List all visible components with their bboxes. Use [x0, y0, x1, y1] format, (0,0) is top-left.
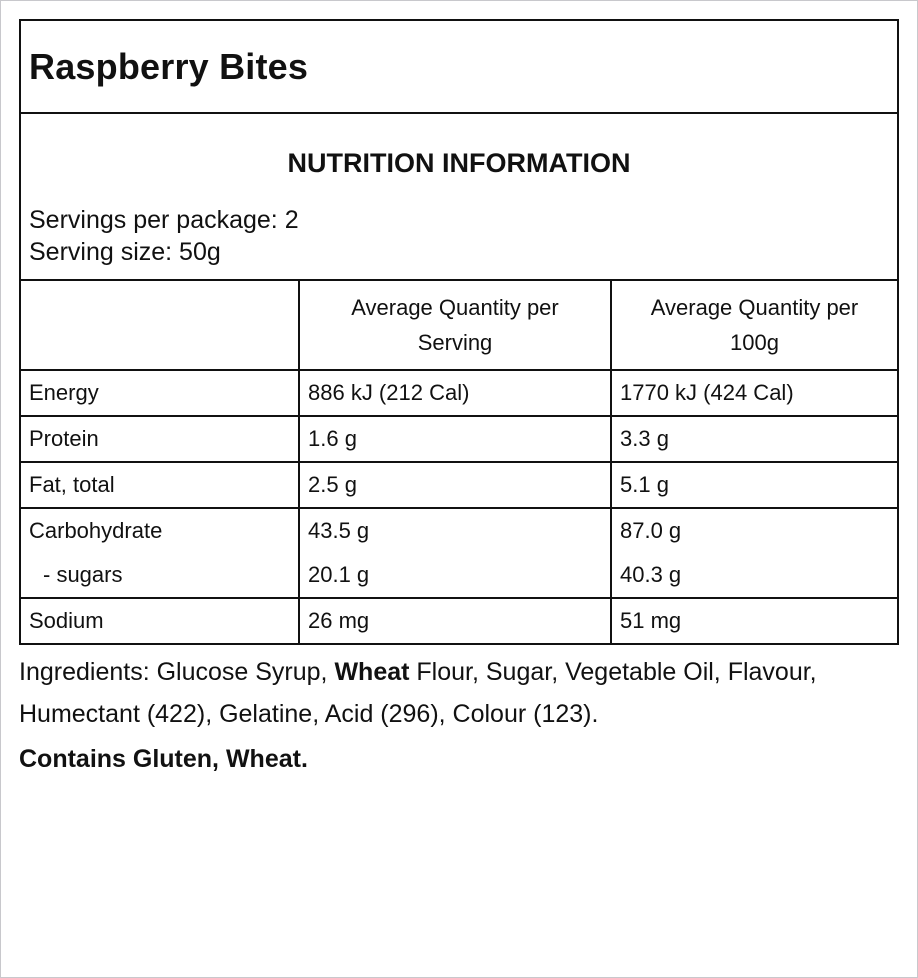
nutrition-table — [21, 281, 897, 643]
per-100g-sub-value: 40.3 g — [620, 562, 682, 587]
allergen-statement: Contains Gluten, Wheat. — [19, 745, 308, 773]
nutrient-name: Sodium — [21, 598, 299, 643]
nutrition-info-block — [21, 114, 897, 281]
per-serving-cell — [299, 508, 611, 598]
nutrition-heading: NUTRITION INFORMATION — [287, 148, 631, 178]
per-100g-cell — [611, 508, 897, 598]
nutrient-name: Fat, total — [21, 462, 299, 508]
nutrient-name: Carbohydrate — [29, 518, 163, 543]
table-row-carbohydrate — [21, 508, 897, 598]
per-100g-value: 5.1 g — [611, 462, 897, 508]
column-header-per-100g: Average Quantity per 100g — [611, 281, 897, 370]
nutrient-subname: - sugars — [43, 562, 123, 587]
nutrient-name-cell — [21, 508, 299, 598]
nutrition-panel — [19, 19, 899, 645]
per-serving-value: 43.5 g — [308, 518, 370, 543]
per-100g-value: 87.0 g — [620, 518, 682, 543]
per-100g-value: 51 mg — [611, 598, 897, 643]
per-serving-value: 26 mg — [299, 598, 611, 643]
per-serving-value: 2.5 g — [299, 462, 611, 508]
per-serving-sub-value: 20.1 g — [308, 562, 370, 587]
ingredients-rest: Flour, Sugar, Vegetable Oil, Flavour, Humectant (422), Gelatine, Acid (296), Colour (123). — [19, 658, 817, 728]
table-header-row — [21, 281, 897, 370]
per-serving-value: 1.6 g — [299, 416, 611, 462]
table-row-protein — [21, 416, 897, 462]
column-header-nutrient — [21, 281, 299, 370]
ingredients-allergen-word: Wheat — [334, 658, 410, 686]
per-100g-value: 3.3 g — [611, 416, 897, 462]
per-100g-value: 1770 kJ (424 Cal) — [611, 370, 897, 416]
nutrient-name: Energy — [21, 370, 299, 416]
servings-info — [29, 204, 299, 268]
table-row-fat — [21, 462, 897, 508]
product-title: Raspberry Bites — [21, 21, 897, 114]
ingredients-prefix: Ingredients: Glucose Syrup, — [19, 658, 335, 686]
ingredients-text — [19, 651, 904, 735]
table-row-energy — [21, 370, 897, 416]
servings-per-package: Servings per package: 2 — [29, 206, 299, 234]
nutrient-name: Protein — [21, 416, 299, 462]
table-row-sodium — [21, 598, 897, 643]
serving-size: Serving size: 50g — [29, 238, 221, 266]
per-serving-value: 886 kJ (212 Cal) — [299, 370, 611, 416]
column-header-per-serving: Average Quantity per Serving — [299, 281, 611, 370]
